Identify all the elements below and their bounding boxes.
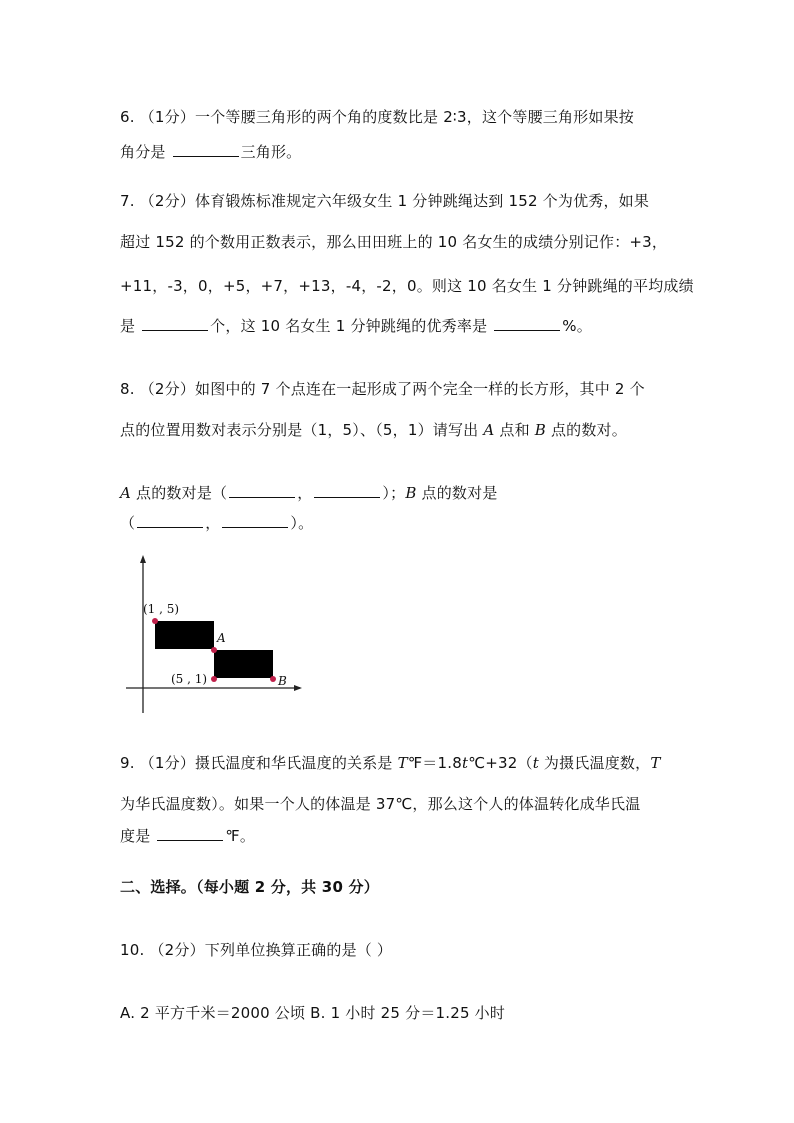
q7-line1: 7. （2分）体育锻炼标准规定六年级女生 1 分钟跳绳达到 152 个为优秀，如果 xyxy=(120,192,650,210)
label-point-b: B xyxy=(278,674,287,688)
y-axis-arrow-icon xyxy=(140,555,146,563)
q8-blank-a-y[interactable] xyxy=(314,483,380,498)
q7-line4: 是 个，这 10 名女生 1 分钟跳绳的优秀率是 %。 xyxy=(120,317,592,335)
q8-blank-a-x[interactable] xyxy=(229,483,295,498)
q8-line1: 8. （2分）如图中的 7 个点连在一起形成了两个完全一样的长方形，其中 2 个 xyxy=(120,380,645,398)
label-point-1-5: (1 , 5) xyxy=(143,602,180,616)
rectangle-right xyxy=(214,650,273,678)
q10-stem: 10. （2分）下列单位换算正确的是（ ） xyxy=(120,941,393,959)
q6-line1: 6. （1分）一个等腰三角形的两个角的度数比是 2∶3，这个等腰三角形如果按 xyxy=(120,108,634,126)
q8-line4: （ ， ）。 xyxy=(120,514,314,532)
x-axis-arrow-icon xyxy=(294,685,302,691)
q7-blank-average[interactable] xyxy=(142,316,208,331)
q9-line3: 度是 ℉。 xyxy=(120,827,256,845)
q8-blank-b-x[interactable] xyxy=(137,513,203,528)
q9-line1: 9. （1分）摄氏温度和华氏温度的关系是 T℉＝1.8t℃+32（t 为摄氏温度数，T xyxy=(120,754,661,772)
label-point-a: A xyxy=(217,631,226,645)
q7-line3: +11，-3，0，+5，+7，+13，-4，-2，0。则这 10 名女生 1 分钟跳绳的平均成绩 xyxy=(120,277,694,295)
point-5-1 xyxy=(211,676,217,682)
section-title-choice: 二、选择。（每小题 2 分，共 30 分） xyxy=(120,878,379,896)
q9-line2: 为华氏温度数）。如果一个人的体温是 37℃，那么这个人的体温转化成华氏温 xyxy=(120,795,641,813)
q8-line3: A 点的数对是（ ， ）；B 点的数对是 xyxy=(120,484,498,502)
q8-blank-b-y[interactable] xyxy=(222,513,288,528)
q8-line2: 点的位置用数对表示分别是（1，5）、（5，1）请写出 A 点和 B 点的数对。 xyxy=(120,421,627,439)
q6-blank[interactable] xyxy=(173,142,239,157)
q6-line2: 角分是 三角形。 xyxy=(120,143,302,161)
rectangle-left xyxy=(155,621,214,649)
label-point-5-1: (5 , 1) xyxy=(171,672,208,686)
point-b xyxy=(270,676,276,682)
q7-line2: 超过 152 的个数用正数表示，那么田田班上的 10 名女生的成绩分别记作：+3， xyxy=(120,233,668,251)
q10-options[interactable]: A. 2 平方千米＝2000 公顷 B. 1 小时 25 分＝1.25 小时 xyxy=(120,1004,506,1022)
point-1-5 xyxy=(152,618,158,624)
point-a xyxy=(211,647,217,653)
q7-blank-rate[interactable] xyxy=(494,316,560,331)
q9-blank[interactable] xyxy=(157,826,223,841)
q8-coordinate-figure xyxy=(118,553,303,718)
